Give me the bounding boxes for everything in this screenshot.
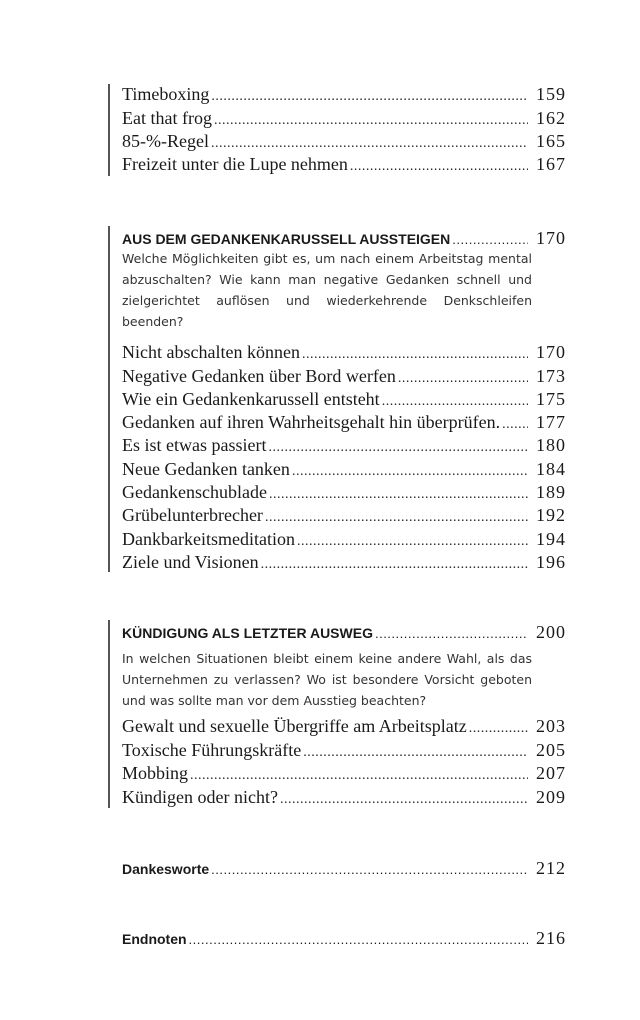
section-heading-page: 170 [536,228,566,248]
dot-leader [469,721,528,737]
toc-entry [122,389,566,413]
toc-entry [122,482,566,506]
toc-entry-title: Gedanken auf ihren Wahrheitsgehalt hin überprüfen. [122,412,501,432]
toc-entry-page: 165 [536,131,566,151]
toc-entry-page: 189 [536,482,566,502]
toc-entry-page: 175 [536,389,566,409]
dot-leader [375,626,528,641]
toc-entry-dankesworte [122,858,566,880]
toc-entry-title: Es ist etwas passiert [122,435,267,455]
toc-entry [122,108,566,132]
dot-leader [268,440,528,456]
toc-entry [122,342,566,366]
toc-entry-page: 209 [536,787,566,807]
toc-entry-page: 212 [536,858,566,878]
dot-leader [350,159,528,175]
section-description: In welchen Situationen bleibt einem keine andere Wahl, als das Unternehmen zu verlassen? Wo ist besondere Vorsicht geboten und was sollte man vor dem Ausstieg beachten? [122,651,532,708]
toc-entry-page: 205 [536,740,566,760]
toc-entry-page: 170 [536,342,566,362]
toc-entry-title: 85-%-Regel [122,131,209,151]
dot-leader [269,487,528,503]
dot-leader [398,371,528,387]
toc-entry-endnoten [122,928,566,950]
toc-entry-title: Toxische Führungskräfte [122,740,302,760]
section-heading [122,228,566,250]
dot-leader [265,510,528,526]
toc-entry-title: Dankbarkeitsmeditation [122,529,295,549]
toc-entry-title: Nicht abschalten können [122,342,300,362]
toc-entry-page: 177 [536,412,566,432]
toc-entry-title: Timeboxing [122,84,210,104]
dot-leader [452,232,528,247]
toc-entry [122,459,566,483]
toc-entry [122,131,566,155]
toc-entry [122,366,566,390]
toc-entry-title: Grübelunterbrecher [122,505,263,525]
dot-leader [502,417,528,433]
section-heading-title: KÜNDIGUNG ALS LETZTER AUSWEG [122,625,373,641]
toc-entry-title: Gewalt und sexuelle Übergriffe am Arbeitsplatz [122,716,467,736]
toc-entry-page: 184 [536,459,566,479]
toc-entry-title: Kündigen oder nicht? [122,787,278,807]
toc-entry [122,740,566,764]
toc-entry [122,154,566,178]
toc-entry-title: Gedankenschublade [122,482,267,502]
section-heading-page: 200 [536,622,566,642]
toc-entry-page: 167 [536,154,566,174]
section-bar [108,620,110,808]
toc-entry-title: Wie ein Gedankenkarussell entsteht [122,389,380,409]
toc-entry-page: 192 [536,505,566,525]
toc-entry-page: 207 [536,763,566,783]
toc-entry-page: 196 [536,552,566,572]
toc-entry-title: Neue Gedanken tanken [122,459,290,479]
section-heading [122,622,566,644]
toc-entry-title: Negative Gedanken über Bord werfen [122,366,396,386]
toc-entry-title: Freizeit unter die Lupe nehmen [122,154,348,174]
section-bar [108,226,110,572]
toc-entry-page: 162 [536,108,566,128]
toc-entry-title: Ziele und Visionen [122,552,259,572]
toc-entry [122,552,566,576]
dot-leader [303,745,528,761]
toc-entry-page: 159 [536,84,566,104]
toc-entry [122,84,566,108]
dot-leader [280,792,528,808]
toc-entry-title: Endnoten [122,931,187,947]
toc-entry [122,716,566,740]
toc-entry [122,435,566,459]
toc-entry [122,412,566,436]
dot-leader [297,534,528,550]
dot-leader [292,464,528,480]
toc-entry-page: 203 [536,716,566,736]
toc-entry-page: 194 [536,529,566,549]
dot-leader [261,557,528,573]
toc-entry-title: Mobbing [122,763,189,783]
dot-leader [302,347,528,363]
toc-entry-title: Dankesworte [122,861,210,877]
dot-leader [382,394,528,410]
dot-leader [214,113,528,129]
toc-entry-title: Eat that frog [122,108,212,128]
dot-leader [211,136,528,152]
dot-leader [189,932,528,947]
toc-entry [122,763,566,787]
section-bar [108,84,110,176]
toc-entry [122,505,566,529]
dot-leader [190,768,528,784]
dot-leader [211,862,528,877]
section-heading-title: AUS DEM GEDANKENKARUSSELL AUSSTEIGEN [122,231,451,247]
toc-entry [122,787,566,811]
dot-leader [211,89,528,105]
toc-entry-page: 216 [536,928,566,948]
toc-entry-page: 173 [536,366,566,386]
section-description: Welche Möglichkeiten gibt es, um nach einem Arbeitstag mental abzuschalten? Wie kann man negative Gedanken schnell und zielgerichtet auflösen und wiederkehrende Denkschleifen beenden? [122,251,532,329]
toc-entry-page: 180 [536,435,566,455]
toc-entry [122,529,566,553]
